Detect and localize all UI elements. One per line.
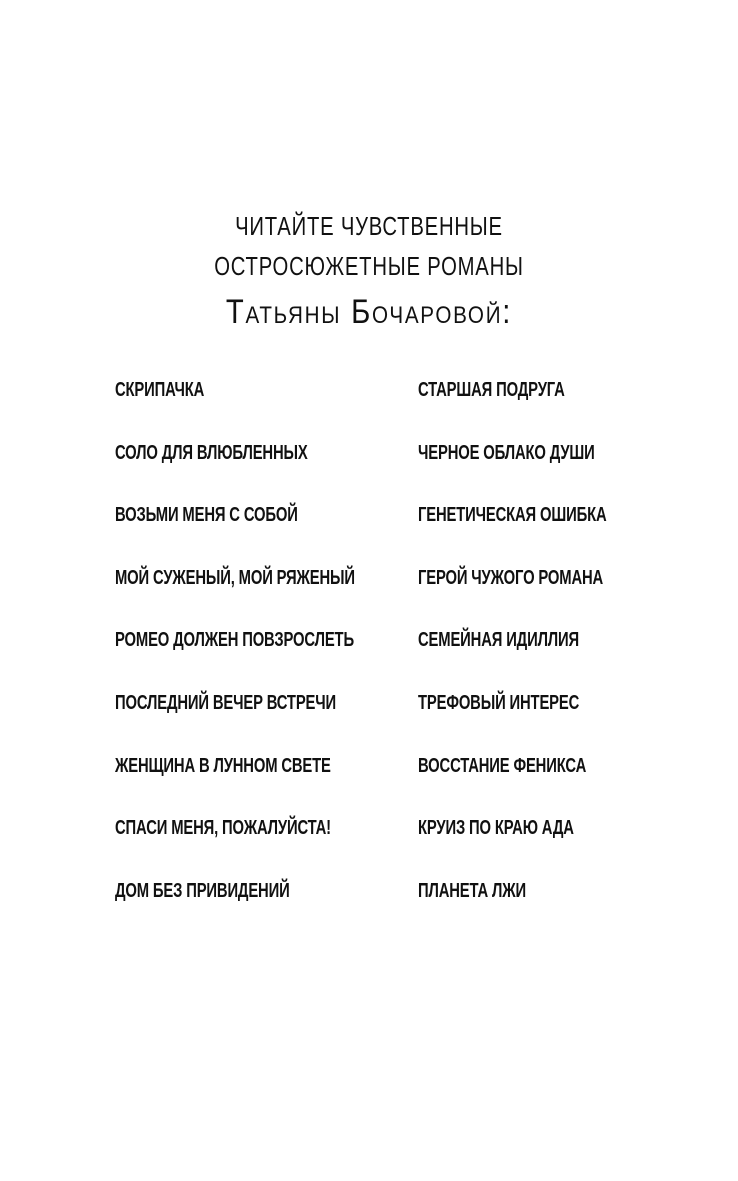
author-name: Татьяны Бочаровой: [225,293,513,331]
book-title: КРУИЗ ПО КРАЮ АДА [418,817,574,840]
heading-line-2: ОСТРОСЮЖЕТНЫЕ РОМАНЫ [214,251,524,281]
heading-line-1: ЧИТАЙТЕ ЧУВСТВЕННЫЕ [235,211,503,241]
titles-right-column [418,372,673,935]
book-title: ВОЗЬМИ МЕНЯ С СОБОЙ [115,504,298,527]
book-title: ЧЕРНОЕ ОБЛАКО ДУШИ [418,441,595,464]
book-title: СЕМЕЙНАЯ ИДИЛЛИЯ [418,629,580,652]
book-title: ГЕРОЙ ЧУЖОГО РОМАНА [418,566,604,589]
book-title: СПАСИ МЕНЯ, ПОЖАЛУЙСТА! [115,817,331,840]
book-title: СТАРШАЯ ПОДРУГА [418,379,565,401]
book-title: ПОСЛЕДНИЙ ВЕЧЕР ВСТРЕЧИ [115,691,337,714]
book-title: ВОССТАНИЕ ФЕНИКСА [418,754,587,777]
book-title: СОЛО ДЛЯ ВЛЮБЛЕННЫХ [115,441,308,464]
series-heading [0,206,738,334]
book-title: ТРЕФОВЫЙ ИНТЕРЕС [418,691,580,714]
book-title: ЖЕНЩИНА В ЛУННОМ СВЕТЕ [115,754,331,777]
book-title: СКРИПАЧКА [115,379,205,401]
book-title: МОЙ СУЖЕНЫЙ, МОЙ РЯЖЕНЫЙ [115,566,355,589]
book-title: ПЛАНЕТА ЛЖИ [418,879,526,902]
book-title: РОМЕО ДОЛЖЕН ПОВЗРОСЛЕТЬ [115,629,354,652]
titles-left-column [115,372,439,935]
book-title: ГЕНЕТИЧЕСКАЯ ОШИБКА [418,504,607,527]
book-title: ДОМ БЕЗ ПРИВИДЕНИЙ [115,879,290,902]
